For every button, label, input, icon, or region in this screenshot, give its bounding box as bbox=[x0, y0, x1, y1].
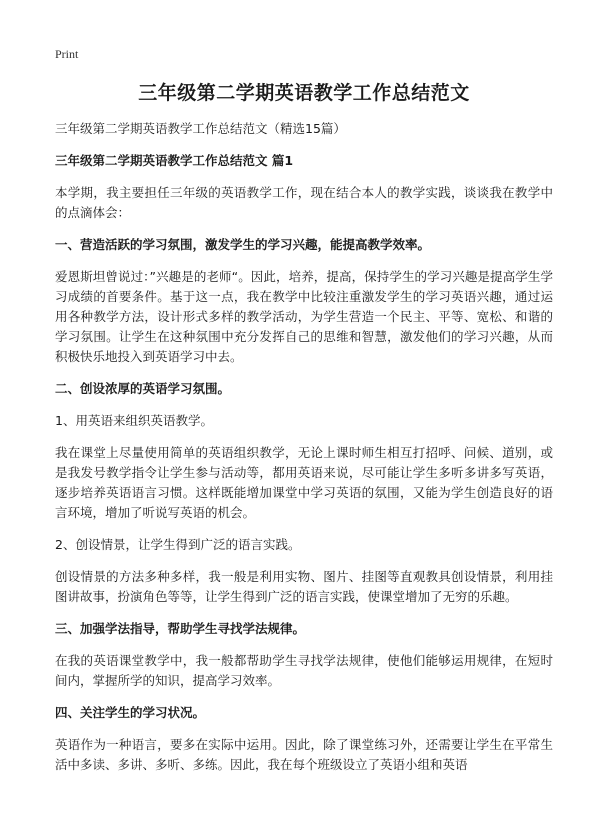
section-paragraph-4: 英语作为一种语言，要多在实际中运用。因此，除了课堂练习外，还需要让学生在平常生活中多读、多讲、多听、多练。因此，我在每个班级设立了英语小组和英语 bbox=[55, 737, 553, 772]
section-2-paragraph-1: 我在课堂上尽量使用简单的英语组织教学，无论上课时师生相互打招呼、问候、道别，或是我发号教学指令让学生参与活动等，都用英语来说，尽可能让学生多听多讲多写英语，逐步培养英语语言习惯。这样既能增加课堂中学习英语的氛围，又能为学生创造良好的语言环境，增加了听说写英语的机会。 bbox=[55, 445, 553, 520]
page-title: 三年级第二学期英语教学工作总结范文 bbox=[138, 82, 470, 104]
section-heading-3: 三、加强学法指导，帮助学生寻找学法规律。 bbox=[55, 621, 306, 636]
section-2-subitem-2: 2、创设情景，让学生得到广泛的语言实践。 bbox=[55, 537, 301, 552]
section-heading-4: 四、关注学生的学习状况。 bbox=[55, 705, 206, 720]
section-2-paragraph-2: 创设情景的方法多种多样，我一般是利用实物、图片、挂图等直观教具创设情景，利用挂图讲故事，扮演角色等等，让学生得到广泛的语言实践，使课堂增加了无穷的乐趣。 bbox=[55, 569, 553, 604]
article-heading: 三年级第二学期英语教学工作总结范文 篇1 bbox=[55, 153, 294, 168]
section-heading-1: 一、营造活跃的学习氛围，激发学生的学习兴趣，能提高教学效率。 bbox=[55, 237, 431, 252]
document-subtitle: 三年级第二学期英语教学工作总结范文（精选15篇） bbox=[55, 121, 346, 136]
document-body bbox=[55, 78, 553, 787]
section-heading-2: 二、创设浓厚的英语学习氛围。 bbox=[55, 381, 231, 396]
section-2-subitem-1: 1、用英语来组织英语教学。 bbox=[55, 413, 213, 428]
print-link[interactable]: Print bbox=[55, 47, 79, 61]
section-paragraph-1: 爱恩斯坦曾说过：”兴趣是的老师“。因此，培养，提高，保持学生的学习兴趣是提高学生学习成绩的首要条件。基于这一点，我在教学中比较注重激发学生的学习英语兴趣，通过运用各种教学方法，设计形式多样的教学活动，为学生营造一个民主、平等、宽松、和谐的学习氛围。让学生在这种氛围中充分发挥自己的思维和智慧，激发他们的学习兴趣，从而积极快乐地投入到英语学习中去。 bbox=[55, 269, 553, 364]
section-paragraph-3: 在我的英语课堂教学中，我一般都帮助学生寻找学法规律，使他们能够运用规律，在短时间内，掌握所学的知识，提高学习效率。 bbox=[55, 653, 553, 688]
intro-paragraph: 本学期，我主要担任三年级的英语教学工作，现在结合本人的教学实践，谈谈我在教学中的点滴体会： bbox=[55, 185, 553, 220]
